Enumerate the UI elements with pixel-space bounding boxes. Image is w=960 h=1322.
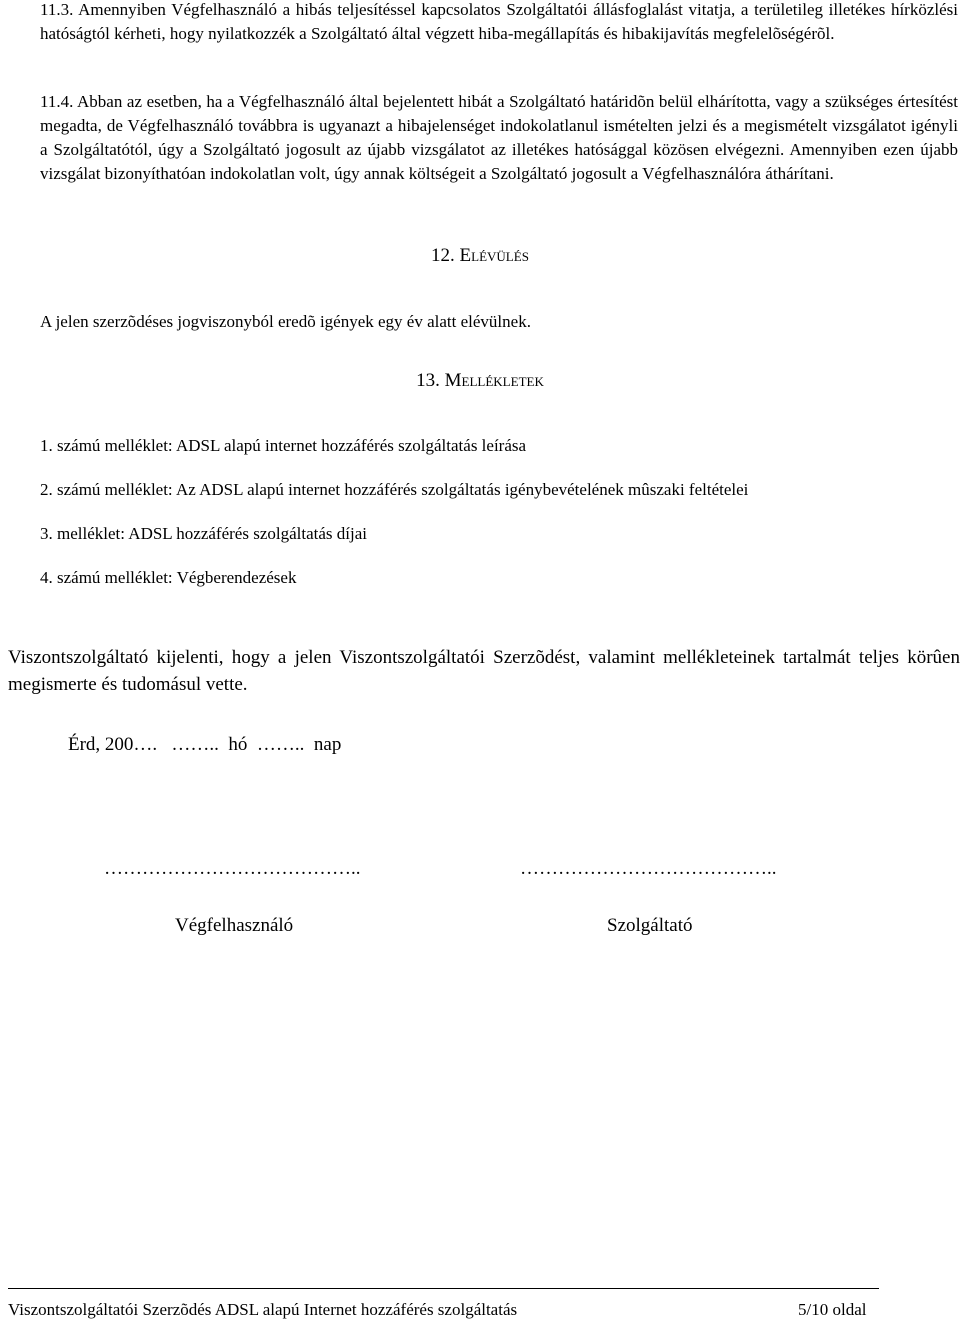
paragraph-11-4: 11.4. Abban az esetben, ha a Végfelhasználó által bejelentett hibát a Szolgáltató határidõn belül elhárította, vagy a szükséges értesítést megadta, de Végfelhasználó továbbra is ugyanazt a hibajelenséget indokolatlanul ismételten jelzi és a megismételt vizsgálatot igényli a Szolgáltatótól, úgy a Szolgáltató jogosult az újabb vizsgálatot az illetékes hatósággal közösen elvégezni. Amennyiben ezen újabb vizsgálat bizonyíthatóan indokolatlan volt, úgy annak költségeit a Szolgáltató jogosult a Végfelhasználóra áthárítani. [40, 92, 958, 183]
paragraph-12: A jelen szerzõdéses jogviszonyból eredõ igények egy év alatt elévülnek. [40, 312, 531, 331]
signature-line-provider: ………………………………….. [520, 858, 777, 879]
annex-item: 1. számú melléklet: ADSL alapú internet hozzáférés szolgáltatás leírása [40, 436, 527, 455]
annex-item: 4. számú melléklet: Végberendezések [40, 568, 297, 587]
section-heading-12 [0, 245, 960, 267]
section-number-13: 13. [416, 370, 440, 391]
date-line: Érd, 200…. …….. hó …….. nap [68, 734, 342, 755]
section-number-12: 12. [431, 245, 455, 266]
signature-label-provider: Szolgáltató [607, 915, 693, 936]
signature-label-enduser: Végfelhasználó [175, 915, 294, 936]
section-title-12: Elévülés [459, 245, 529, 266]
signature-line-enduser: ………………………………….. [104, 858, 361, 879]
section-heading-13 [0, 370, 960, 392]
declaration-paragraph: Viszontszolgáltató kijelenti, hogy a jelen Viszontszolgáltatói Szerzõdést, valamint mellékleteinek tartalmát teljes körûen megismerte és tudomásul vette. [8, 647, 960, 695]
footer-page-number: 5/10 oldal [798, 1300, 867, 1319]
footer-document-title: Viszontszolgáltatói Szerzõdés ADSL alapú Internet hozzáférés szolgáltatás [8, 1300, 518, 1319]
annex-item: 2. számú melléklet: Az ADSL alapú internet hozzáférés szolgáltatás igénybevételének mûszaki feltételei [40, 480, 749, 499]
paragraph-11-3: 11.3. Amennyiben Végfelhasználó a hibás teljesítéssel kapcsolatos Szolgáltatói állásfoglalást vitatja, a területileg illetékes hírközlési hatóságtól kérheti, hogy nyilatkozzék a Szolgáltató által végzett hiba-megállapítás és hibakijavítás megfelelõségérõl. [40, 0, 958, 43]
footer-divider [8, 1288, 879, 1289]
annex-item: 3. melléklet: ADSL hozzáférés szolgáltatás díjai [40, 524, 367, 543]
section-title-13: Mellékletek [444, 370, 544, 391]
